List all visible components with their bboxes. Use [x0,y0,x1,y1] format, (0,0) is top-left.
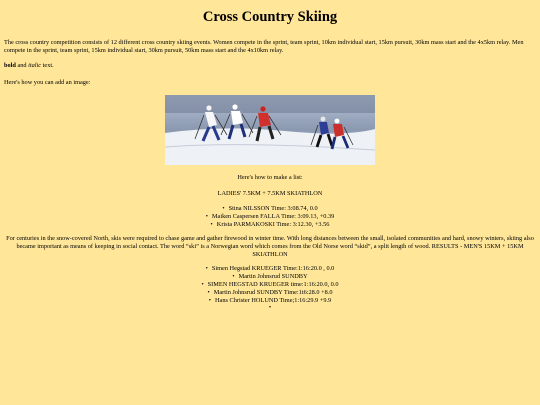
list-item: • Stina NILSSON Time: 3:08.74, 0.0 [4,205,536,213]
text-suffix: text. [41,62,54,69]
list-item: • SIMEN HEGSTAD KRUEGER time:1:16:20.0, 0.0 [4,281,536,289]
list-item: • Maiken Caspersen FALLA Time: 3:09.13, +0.39 [4,213,536,221]
page-title: Cross Country Skiing [202,9,338,25]
list-item: • Martin Johnsrud SUNDBY Time:1t6:28.0 +8.0 [4,289,536,297]
list-item: • Simen Hegstad KRUEGER Time:1:16:20.0 , 0.0 [4,265,536,273]
mens-results-list [4,265,536,312]
and-text: and [15,62,29,69]
image-intro: Here's how you can add an image: [4,79,91,86]
ladies-race-title: LADIES' 7.5KM + 7.5KM SKIATHLON [217,190,323,197]
list-item [4,304,536,312]
italic-text: italic [28,62,42,69]
ladies-results-list [4,205,536,228]
list-item: • Martin Johnsrud SUNDBY [4,273,536,281]
list-item: • Krista PARMAKOSKI Time: 3:12.30, +3.56 [4,221,536,229]
intro-paragraph: The cross country competition consists of 12 different cross country skiing events. Women compete in the sprint, team sprint, 10km individual start, 15km pursuit, 30km mass start and the 4x5km relay. Men compete in the sprint, team sprint, 15km individual start, 30km pursuit, 50km mass start and the 4x10km relay. [4,39,524,54]
list-intro: Here's how to make a list: [237,174,303,181]
list-item: • Hans Christer HOLUND Time;1:16:29.9 +9.9 [4,297,536,305]
formatting-line [4,62,536,70]
skiers-photo [165,95,375,165]
history-paragraph: For centuries in the snow-covered North, skis were required to chase game and gather firewood in winter time. With long distances between the small, isolated communities and hard, snowy winters, skiing also became important as means of keeping in social contact. The word “ski” is a Norwegian word which comes from the Old Norse word “skid”, a split length of wood. RESULTS - MEN'S 15KM + 15KM SKIATHLON [6,235,534,259]
bold-text: bold [4,62,16,69]
